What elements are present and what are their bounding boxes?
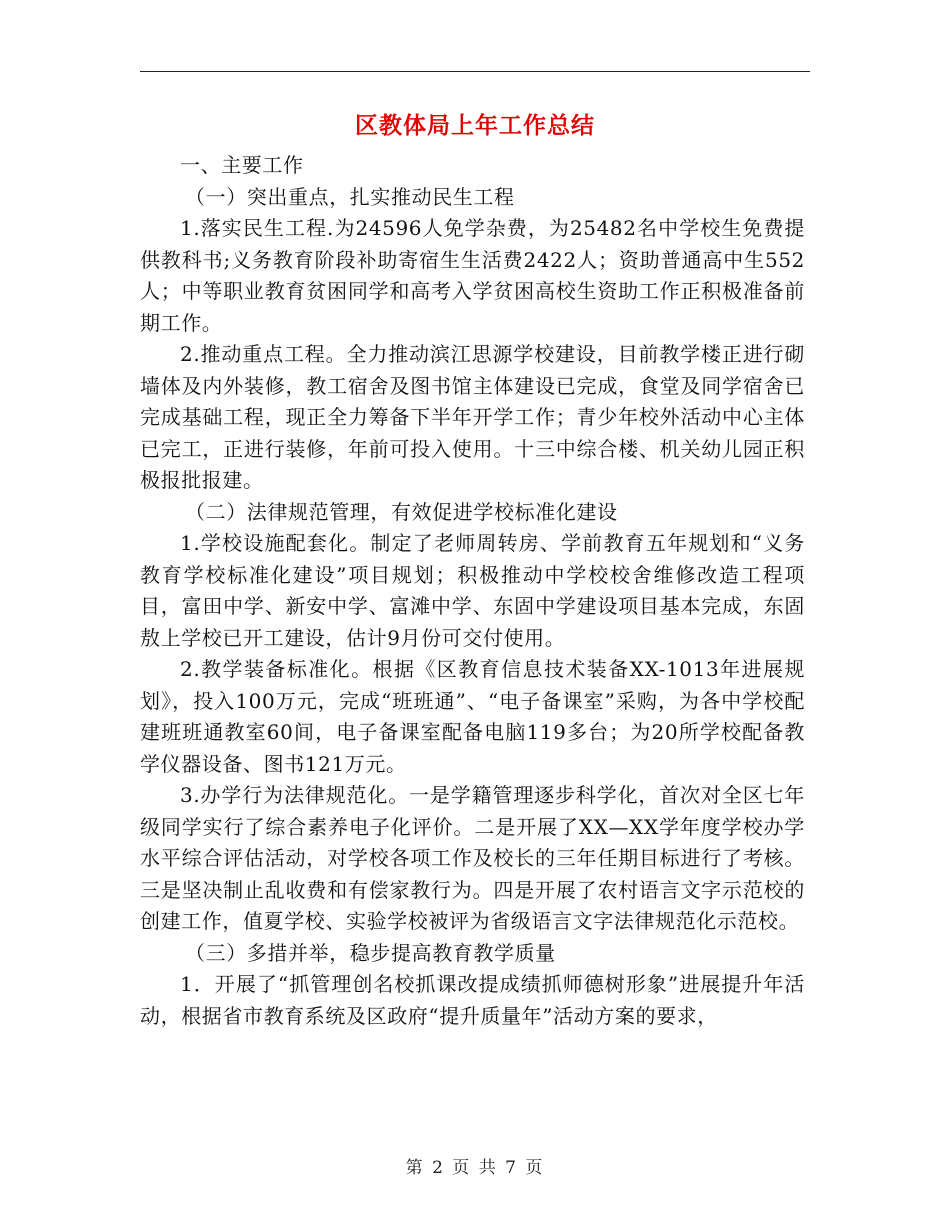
body-paragraph: 2.推动重点工程。全力推动滨江思源学校建设，目前教学楼正进行砌墙体及内外装修，教工宿舍及图书馆主体建设已完成，食堂及同学宿舍已完成基础工程，现正全力筹备下半年开学工作；青少年校外活动中心主体已完工，正进行装修，年前可投入使用。十三中综合楼、机关幼儿园正积极报批报建。 [140, 342, 805, 492]
page-number-footer: 第 2 页 共 7 页 [405, 1158, 545, 1178]
header-rule [140, 71, 810, 72]
body-paragraph: 1．开展了“抓管理创名校抓课改提成绩抓师德树形象”进展提升年活动，根据省市教育系统及区政府“提升质量年”活动方案的要求， [140, 972, 805, 1028]
subsection-heading: （二）法律规范管理，有效促进学校标准化建设 [185, 499, 618, 524]
body-paragraph: 1.落实民生工程.为24596人免学杂费，为25482名中学校生免费提供教科书;义务教育阶段补助寄宿生生活费2422人；资助普通高中生552人；中等职业教育贫困同学和高考入学贫困高校生资助工作正积极准备前期工作。 [140, 216, 805, 335]
body-paragraph: 3.办学行为法律规范化。一是学籍管理逐步科学化，首次对全区七年级同学实行了综合素养电子化评价。二是开展了XX—XX学年度学校办学水平综合评估活动，对学校各项工作及校长的三年任期目标进行了考核。三是坚决制止乱收费和有偿家教行为。四是开展了农村语言文字示范校的创建工作，值夏学校、实验学校被评为省级语言文字法律规范化示范校。 [140, 783, 805, 933]
subsection-heading: （三）多措并举，稳步提高教育教学质量 [185, 940, 556, 965]
body-paragraph: 2.教学装备标准化。根据《区教育信息技术装备XX-1013年进展规划》，投入100万元，完成“班班通”、“电子备课室”采购，为各中学校配建班班通教室60间，电子备课室配备电脑119多台；为20所学校配备教学仪器设备、图书121万元。 [140, 657, 805, 776]
body-paragraph: 1.学校设施配套化。制定了老师周转房、学前教育五年规划和“义务教育学校标准化建设”项目规划；积极推动中学校校舍维修改造工程项目，富田中学、新安中学、富滩中学、东固中学建设项目基本完成，东固敖上学校已开工建设，估计9月份可交付使用。 [140, 531, 805, 650]
document-title: 区教体局上年工作总结 [355, 112, 595, 139]
document-body [140, 150, 805, 1032]
section-heading: 一、主要工作 [180, 153, 304, 177]
subsection-heading: （一）突出重点，扎实推动民生工程 [185, 184, 515, 209]
